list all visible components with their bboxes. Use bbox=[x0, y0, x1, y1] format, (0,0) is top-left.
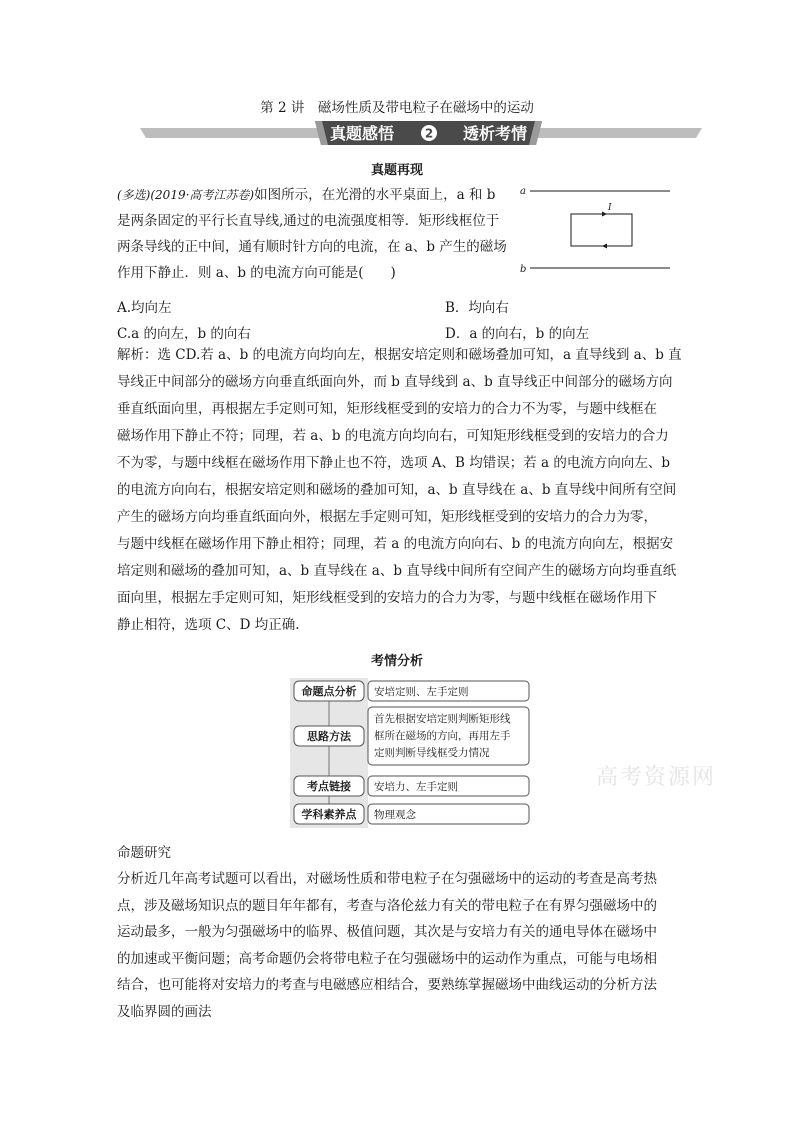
question-line-3: 两条导线的正中间，通有顺时针方向的电流，在 a、b 产生的磁场 bbox=[117, 239, 507, 255]
research-line-1: 分析近几年高考试题可以看出，对磁场性质和带电粒子在匀强磁场中的运动的考查是高考热 bbox=[117, 871, 657, 887]
flow-row-2-content-line-2: 框所在磁场的方向，再用左手 bbox=[374, 730, 511, 742]
question-line-1: 如图所示，在光滑的水平桌面上，a 和 b bbox=[254, 187, 496, 203]
analysis-line-1: 解析：选 CD.若 a、b 的电流方向均向左，根据安培定则和磁场叠加可知，a 直导线到 a、b 直 bbox=[117, 347, 682, 363]
current-arrow-bottom-icon bbox=[602, 244, 607, 249]
flow-row-1-label: 命题点分析 bbox=[301, 685, 357, 698]
banner-right-text: 透析考情 bbox=[462, 124, 528, 143]
flow-row-4-content: 物理观念 bbox=[374, 809, 416, 821]
current-label: I bbox=[608, 203, 612, 213]
flow-row-2-label: 思路方法 bbox=[307, 730, 351, 743]
wire-loop-diagram bbox=[518, 180, 678, 278]
wire-a-label: a bbox=[520, 186, 526, 197]
research-line-2: 点，涉及磁场知识点的题目年年都有，考查与洛伦兹力有关的带电粒子在有界匀强磁场中的 bbox=[117, 897, 657, 914]
option-d: D．a 的向右，b 的向左 bbox=[445, 326, 590, 342]
analysis-line-2: 导线正中间部分的磁场方向垂直纸面向外，而 b 直导线到 a、b 直导线正中间部分的磁场方向 bbox=[117, 374, 673, 390]
current-arrow-top-icon bbox=[602, 212, 607, 217]
exam-analysis-flowchart bbox=[290, 678, 535, 828]
research-line-6: 及临界圆的画法 bbox=[117, 1003, 212, 1020]
analysis-line-5: 不为零，与题中线框在磁场作用下静止也不符，选项 A、B 均错误；若 a 的电流方向向左、b bbox=[117, 455, 671, 471]
flow-row-3-content: 安培力、左手定则 bbox=[374, 781, 458, 793]
question-stem bbox=[117, 182, 517, 286]
section-heading-real-questions: 真题再现 bbox=[370, 163, 423, 178]
page-title: 第 2 讲 磁场性质及带电粒子在磁场中的运动 bbox=[260, 100, 534, 116]
banner-left-text: 真题感悟 bbox=[329, 124, 395, 143]
analysis-line-4: 磁场作用下静止不符；同理，若 a、b 的电流方向均向右，可知矩形线框受到的安培力的合力 bbox=[117, 428, 669, 444]
question-source: (多选)(2019·高考江苏卷) bbox=[117, 188, 255, 202]
section-banner bbox=[140, 120, 702, 146]
option-a: A.均向左 bbox=[117, 300, 172, 316]
analysis-line-6: 的电流方向向右，根据安培定则和磁场的叠加可知，a、b 直导线在 a、b 直导线中间所有空间 bbox=[117, 482, 677, 498]
option-c: C.a 的向左，b 的向右 bbox=[117, 326, 251, 342]
analysis-line-11: 静止相符，选项 C、D 均正确. bbox=[117, 617, 300, 633]
flow-row-3-label: 考点链接 bbox=[307, 780, 351, 793]
analysis-line-3: 垂直纸面向里，再根据左手定则可知，矩形线框受到的安培力的合力不为零，与题中线框在 bbox=[117, 401, 657, 417]
flow-row-4-label: 学科素养点 bbox=[301, 808, 357, 821]
flow-row-2-content-line-3: 定则判断导线框受力情况 bbox=[374, 747, 490, 759]
section-heading-exam-analysis: 考情分析 bbox=[370, 654, 423, 669]
question-line-2: 是两条固定的平行长直导线,通过的电流强度相等．矩形线框位于 bbox=[117, 213, 500, 229]
flow-row-2-content-line-1: 首先根据安培定则判断矩形线 bbox=[374, 713, 511, 725]
analysis-line-10: 面向里，根据左手定则可知，矩形线框受到的安培力的合力为零，与题中线框在磁场作用下 bbox=[117, 590, 657, 606]
watermark: 高考资源网 bbox=[596, 765, 717, 790]
analysis-line-8: 与题中线框在磁场作用下静止相符；同理，若 a 的电流方向向右、b 的电流方向向左，根据安 bbox=[117, 536, 674, 552]
question-line-4: 作用下静止．则 a、b 的电流方向可能是( ) bbox=[117, 265, 396, 281]
research-body bbox=[117, 866, 683, 1025]
analysis bbox=[117, 342, 683, 639]
research-line-4: 的加速或平衡问题；高考命题仍会将带电粒子在匀强磁场中的运动作为重点，可能与电场相 bbox=[117, 950, 657, 967]
research-line-3: 运动最多，一般为匀强磁场中的临界、极值问题，其次是与安培力有关的通电导体在磁场中 bbox=[117, 924, 657, 940]
research-line-5: 结合，也可能将对安培力的考查与电磁感应相结合，要熟练掌握磁场中曲线运动的分析方法 bbox=[117, 977, 657, 993]
research-heading: 命题研究 bbox=[117, 845, 171, 861]
wire-b-label: b bbox=[520, 264, 527, 275]
analysis-line-7: 产生的磁场方向均垂直纸面向外，根据左手定则可知，矩形线框受到的安培力的合力为零， bbox=[117, 509, 657, 525]
banner-number: 2 bbox=[424, 126, 434, 141]
rectangular-loop bbox=[571, 214, 632, 246]
option-b: B．均向右 bbox=[445, 300, 509, 316]
analysis-line-9: 培定则和磁场的叠加可知，a、b 直导线在 a、b 直导线中间所有空间产生的磁场方向均垂直纸 bbox=[117, 563, 677, 579]
flow-row-1-content: 安培定则、左手定则 bbox=[374, 686, 469, 698]
